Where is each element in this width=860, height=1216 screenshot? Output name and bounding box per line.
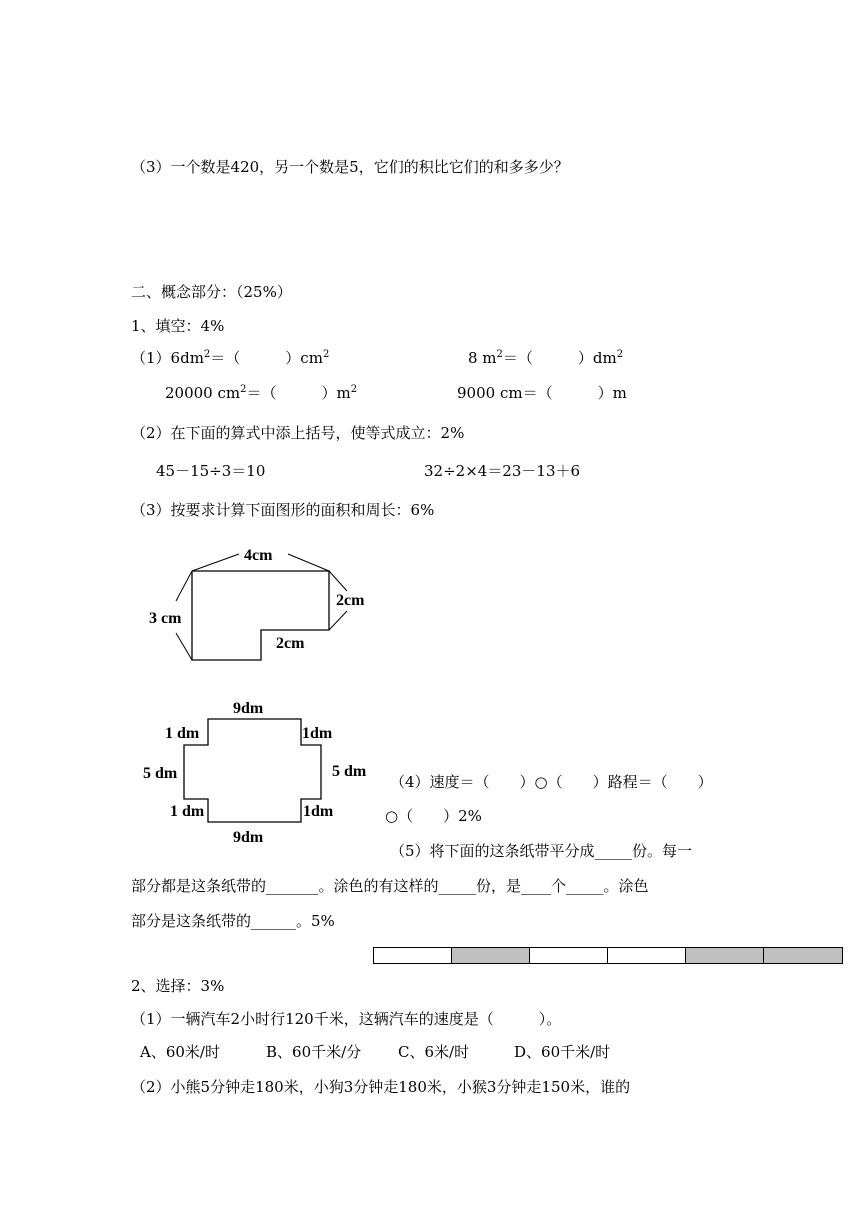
strip-segment-blank (608, 948, 686, 963)
cross-label-top: 9dm (233, 700, 264, 717)
cross-shape-outline (184, 719, 321, 822)
section-title: 二、概念部分：（25%） (131, 283, 292, 301)
choice-option-d: D、60千米/时 (514, 1043, 611, 1061)
speed-line-1: （4）速度＝（ ）○（ ）路程＝（ ） (390, 773, 713, 791)
choice-option-a: A、60米/时 (140, 1043, 220, 1061)
strip-segment-blank (374, 948, 452, 963)
choice-q2: （2）小熊5分钟走180米，小狗3分钟走180米，小猴3分钟走150米，谁的 (131, 1078, 631, 1096)
conversion-row1-right: 8 $m^2=$（ ）$dm^2$ (468, 349, 624, 367)
strip-line-3: 部分是这条纸带的______。5% (131, 912, 335, 930)
brackets-title: （2）在下面的算式中添上括号，使等式成立：2% (131, 424, 465, 442)
conversion-row2-left: 20000 $cm^2=$（ ）$m^2$ (165, 384, 358, 402)
expr-left: 45－15÷3＝10 (156, 462, 266, 480)
cross-label-bottom-left: 1 dm (170, 803, 205, 820)
l-shape-label-top: 4cm (244, 547, 273, 564)
strip-segment-shaded (452, 948, 530, 963)
cross-label-top-left: 1 dm (165, 725, 200, 742)
conversion-row1-left: $(1)6dm^2=$（ ）$cm^2$ (131, 349, 330, 367)
word-problem-3: （3）一个数是420，另一个数是5，它们的积比它们的和多多少？ (131, 158, 569, 176)
cross-label-right: 5 dm (332, 763, 367, 780)
cross-shape-figure (135, 690, 375, 850)
l-shape-label-left: 3 cm (149, 610, 182, 627)
cross-label-bottom: 9dm (233, 829, 264, 846)
fill-blank-title: 1、填空：4% (131, 317, 225, 335)
choice-q1: （1）一辆汽车2小时行120千米，这辆汽车的速度是（ ）。 (131, 1010, 562, 1028)
l-shape-outline (192, 571, 329, 660)
expr-right: 32÷2×4＝23－13＋6 (424, 462, 581, 480)
cross-label-left: 5 dm (143, 765, 178, 782)
l-shape-label-right: 2cm (336, 592, 365, 609)
l-shape-label-step: 2cm (276, 635, 305, 652)
strip-line-1: （5）将下面的这条纸带平分成_____份。每一 (390, 842, 693, 860)
strip-line-2: 部分都是这条纸带的_______。涂色的有这样的_____份，是____个_____。涂色 (131, 877, 649, 895)
strip-segment-shaded (686, 948, 764, 963)
speed-line-2: ○（ ）2% (385, 807, 482, 825)
cross-label-top-right: 1dm (302, 725, 333, 742)
area-title: （3）按要求计算下面图形的面积和周长：6% (131, 501, 435, 519)
strip-segment-blank (530, 948, 608, 963)
conversion-row2-right: 9000 cm＝（ ）m (457, 384, 627, 402)
paper-strip (373, 947, 843, 964)
choice-option-c: C、6米/时 (398, 1043, 470, 1061)
strip-segment-shaded (764, 948, 842, 963)
cross-label-bottom-right: 1dm (303, 803, 334, 820)
l-shape-figure (140, 540, 380, 670)
choice-title: 2、选择：3% (131, 977, 225, 995)
choice-option-b: B、60千米/分 (266, 1043, 362, 1061)
